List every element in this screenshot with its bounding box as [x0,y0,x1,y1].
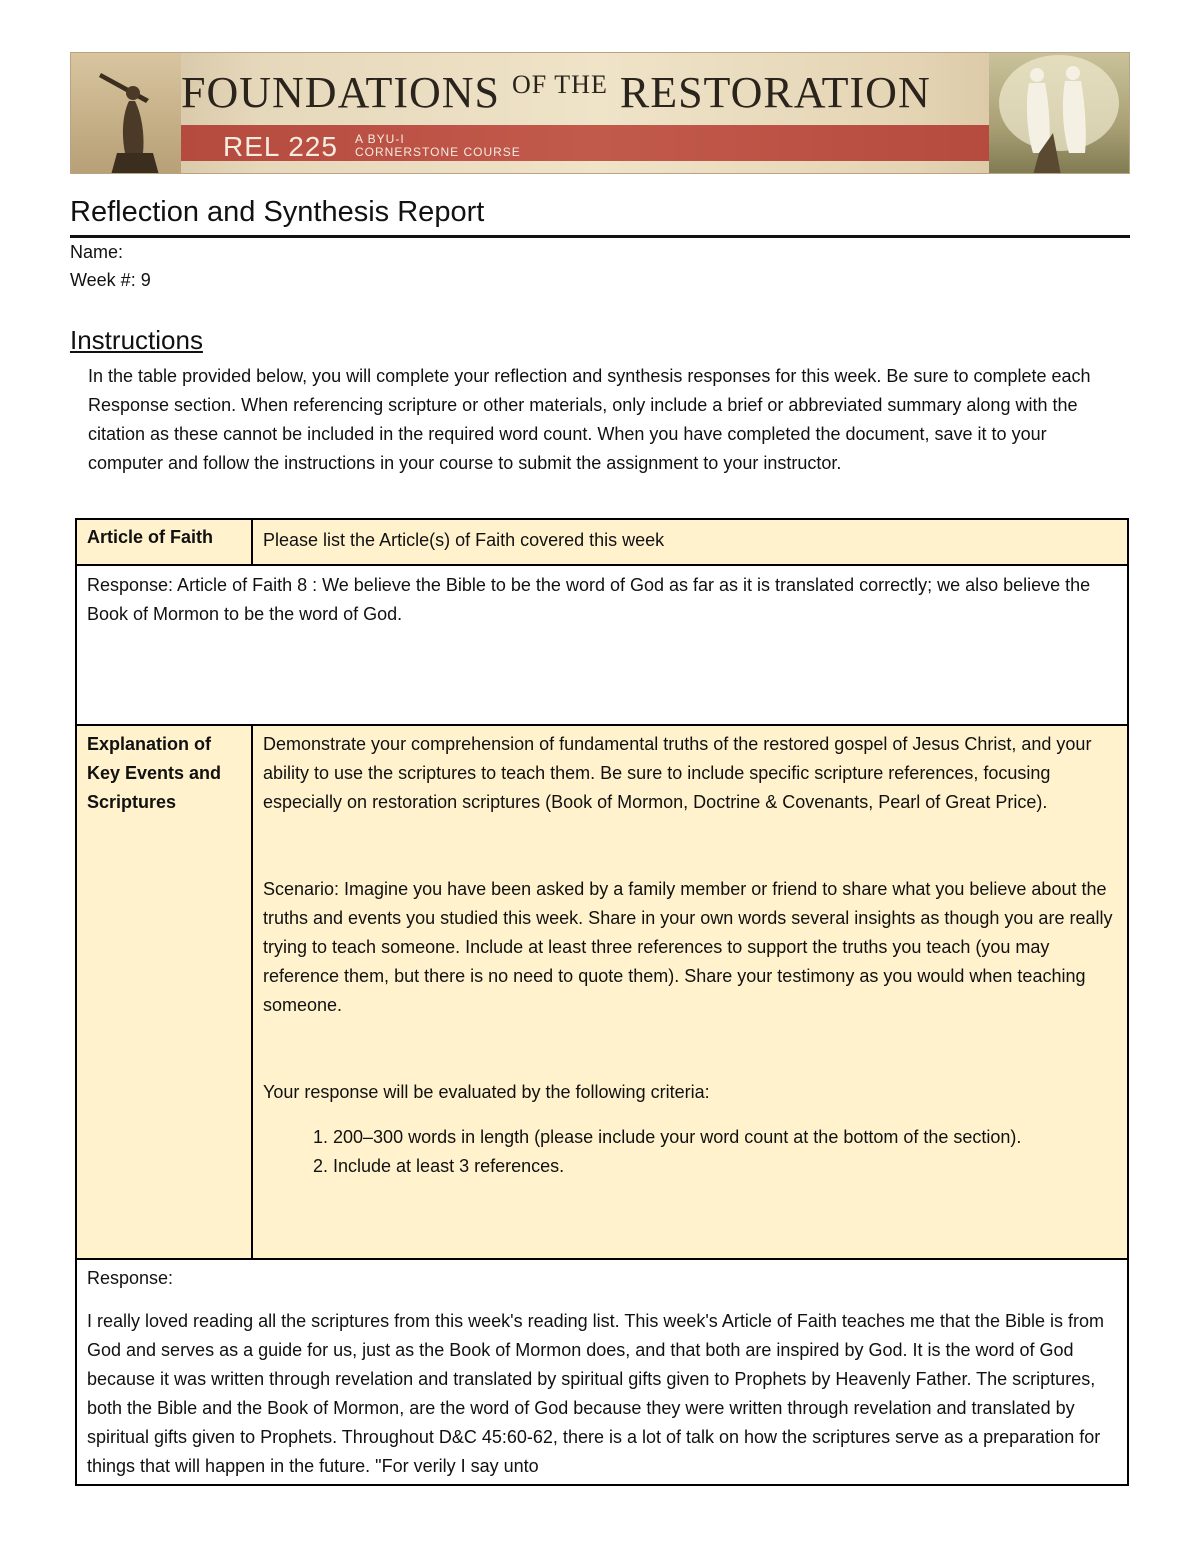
explanation-header-cell: Explanation of Key Events and Scriptures [76,725,252,1259]
article-header-cell: Article of Faith [76,519,252,565]
response-label: Response: [87,1268,174,1288]
course-banner [70,52,1130,174]
banner-sub-line2: CORNERSTONE COURSE [355,145,521,159]
article-row [76,519,1128,565]
criteria-item: 2. Include at least 3 references. [333,1152,1117,1181]
explanation-row [76,725,1128,1259]
explanation-prompt-cell [252,725,1128,1259]
instructions-heading: Instructions [70,325,203,355]
document-title: Reflection and Synthesis Report [70,196,485,228]
angel-icon [71,53,181,174]
criteria-intro: Your response will be evaluated by the following criteria: [263,1082,710,1102]
response-row [76,1259,1128,1485]
article-prompt-cell: Please list the Article(s) of Faith covered this week [252,519,1128,565]
criteria-list [263,1123,1117,1181]
banner-course-subtitle [355,133,521,159]
banner-title [181,67,991,118]
banner-title-part2: OF THE [512,70,608,99]
figures-icon [989,53,1129,174]
response-text: I really loved reading all the scriptures from this week's reading list. This week's Article of Faith teaches me that the Bible is from God and serves as a guide for us, just as the Book of Mormon does, and that both are inspired by God. It is the word of God because it was written through revelation and translated by spiritual gifts given to Prophets by Heavenly Father. The scriptures, both the Bible and the Book of Mormon, are the word of God because they were written through revelation and translated by spiritual gifts given to Prophets. Throughout D&C 45:60-62, there is a lot of talk on how the scriptures serve as a preparation for things that will happen in the future. "For verily I say unto [87,1311,1104,1476]
article-response-cell: Response: Article of Faith 8 : We believe the Bible to be the word of God as far as it is translated correctly; we also believe the Book of Mormon to be the word of God. [76,565,1128,725]
instructions-text: In the table provided below, you will complete your reflection and synthesis responses for this week. Be sure to complete each Response section. When referencing scripture or other materials, only include a brief or abbreviated summary along with the citation as these cannot be included in the required word count. When you have completed the document, save it to your computer and follow the instructions in your course to submit the assignment to your instructor. [88,366,1091,473]
response-cell [76,1259,1128,1485]
criteria-item: 1. 200–300 words in length (please include your word count at the bottom of the section). [333,1123,1117,1152]
scenario-paragraph: Scenario: Imagine you have been asked by a family member or friend to share what you believe about the truths and events you studied this week. Share in your own words several insights as though you are really trying to teach someone. Include at least three references to support the truths you teach (you may reference them, but there is no need to quote them). Share your testimony as you would when teaching someone. [263,879,1113,1015]
explanation-paragraph-1: Demonstrate your comprehension of fundamental truths of the restored gospel of Jesus Christ, and your ability to use the scriptures to teach them. Be sure to include specific scripture references, focusing especially on restoration scriptures (Book of Mormon, Doctrine & Covenants, Pearl of Great Price). [263,734,1092,812]
title-divider [70,235,1130,238]
first-vision-artwork [989,53,1129,174]
banner-course-code: REL 225 [223,131,338,162]
week-label: Week #: 9 [70,270,151,290]
banner-sub-line1: A BYU-I [355,132,405,146]
banner-title-part1: FOUNDATIONS [181,68,501,117]
banner-title-part3: RESTORATION [619,68,931,117]
reflection-table [75,518,1129,1486]
angel-moroni-artwork [71,53,181,174]
article-response-row [76,565,1128,725]
name-label: Name: [70,242,124,262]
